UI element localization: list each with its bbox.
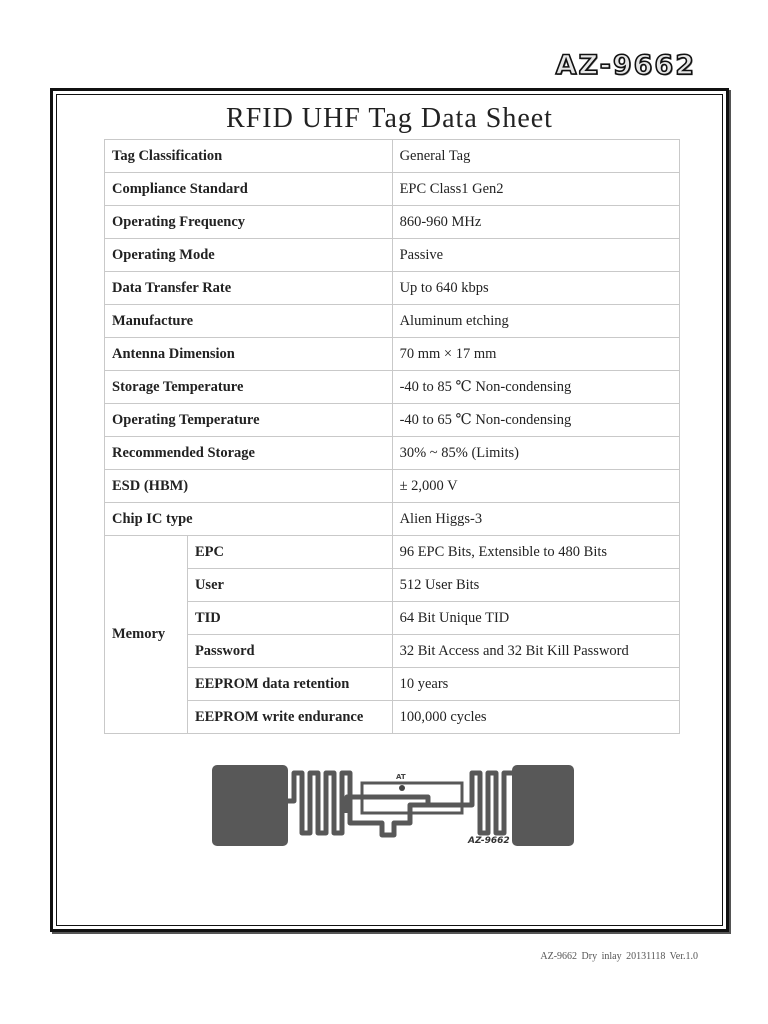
inlay-marking: AZ-9662 [468, 836, 510, 846]
memory-label: EEPROM write endurance [187, 701, 392, 734]
spec-value: 70 mm × 17 mm [392, 338, 679, 371]
memory-value: 10 years [392, 668, 679, 701]
memory-value: 512 User Bits [392, 569, 679, 602]
spec-value: -40 to 85 ℃ Non-condensing [392, 371, 679, 404]
table-row [105, 437, 680, 470]
spec-label: Operating Temperature [105, 404, 393, 437]
spec-table [104, 139, 680, 734]
table-row [105, 536, 680, 569]
spec-value: Alien Higgs-3 [392, 503, 679, 536]
spec-value: General Tag [392, 140, 679, 173]
chip-mark: AT [396, 773, 406, 781]
spec-value: -40 to 65 ℃ Non-condensing [392, 404, 679, 437]
spec-value: Aluminum etching [392, 305, 679, 338]
spec-value: 860-960 MHz [392, 206, 679, 239]
table-row [105, 404, 680, 437]
table-row [105, 635, 680, 668]
spec-label: Antenna Dimension [105, 338, 393, 371]
spec-value: ± 2,000 V [392, 470, 679, 503]
spec-label: Compliance Standard [105, 173, 393, 206]
spec-label: Chip IC type [105, 503, 393, 536]
table-row [105, 701, 680, 734]
page-title: RFID UHF Tag Data Sheet [226, 103, 553, 134]
memory-value: 100,000 cycles [392, 701, 679, 734]
table-row [105, 668, 680, 701]
left-antenna-pad [212, 765, 288, 846]
spec-label: ESD (HBM) [105, 470, 393, 503]
spec-value: Passive [392, 239, 679, 272]
right-antenna-pad [512, 765, 574, 846]
table-row [105, 371, 680, 404]
memory-value: 96 EPC Bits, Extensible to 480 Bits [392, 536, 679, 569]
spec-label: Data Transfer Rate [105, 272, 393, 305]
datasheet-frame [50, 88, 729, 932]
spec-label: Storage Temperature [105, 371, 393, 404]
table-row [105, 239, 680, 272]
table-row [105, 206, 680, 239]
rfid-inlay-diagram [212, 763, 574, 849]
spec-label: Recommended Storage [105, 437, 393, 470]
memory-label: EEPROM data retention [187, 668, 392, 701]
spec-value: EPC Class1 Gen2 [392, 173, 679, 206]
table-row [105, 272, 680, 305]
footer-version: AZ-9662 Dry inlay 20131118 Ver.1.0 [540, 951, 698, 962]
spec-label: Manufacture [105, 305, 393, 338]
memory-label: EPC [187, 536, 392, 569]
table-row [105, 305, 680, 338]
memory-value: 32 Bit Access and 32 Bit Kill Password [392, 635, 679, 668]
table-row [105, 569, 680, 602]
model-logo: AZ-9662 [555, 50, 696, 81]
table-row [105, 173, 680, 206]
spec-value: Up to 640 kbps [392, 272, 679, 305]
table-row [105, 338, 680, 371]
memory-value: 64 Bit Unique TID [392, 602, 679, 635]
memory-label: Password [187, 635, 392, 668]
table-row [105, 470, 680, 503]
table-row [105, 140, 680, 173]
memory-group-label: Memory [105, 536, 188, 734]
spec-label: Tag Classification [105, 140, 393, 173]
memory-label: TID [187, 602, 392, 635]
datasheet-inner-border [56, 94, 723, 926]
memory-label: User [187, 569, 392, 602]
table-row [105, 503, 680, 536]
table-row [105, 602, 680, 635]
chip [399, 785, 405, 791]
spec-label: Operating Mode [105, 239, 393, 272]
spec-value: 30% ~ 85% (Limits) [392, 437, 679, 470]
spec-label: Operating Frequency [105, 206, 393, 239]
